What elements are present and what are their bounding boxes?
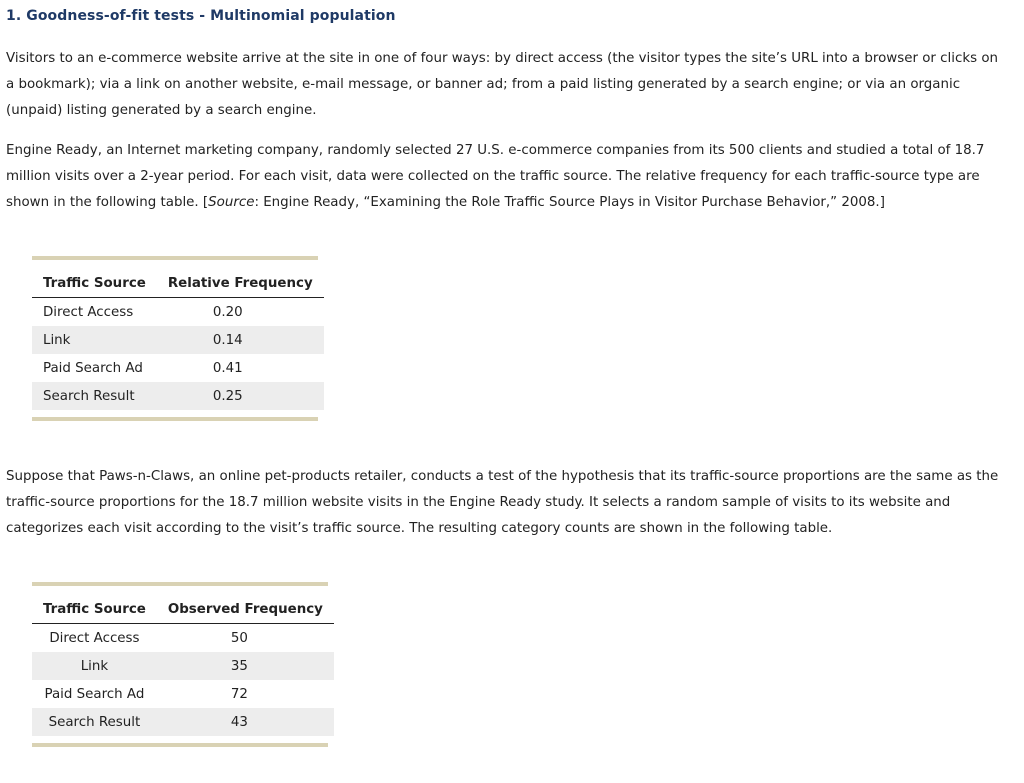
table-row: [32, 326, 324, 354]
observed-frequency-cell: 43: [157, 708, 334, 736]
question-title: 1. Goodness-of-fit tests - Multinomial population: [6, 8, 396, 24]
observed-frequency-cell: 50: [230, 630, 248, 646]
traffic-source-cell: Search Result: [32, 382, 157, 410]
traffic-source-cell: Direct Access: [49, 630, 140, 646]
source-citation: : Engine Ready, “Examining the Role Traffic Source Plays in Visitor Purchase Behavior,” 2008.]: [254, 195, 885, 210]
table-row: [32, 708, 334, 736]
traffic-source-cell: Paid Search Ad: [44, 686, 145, 702]
observed-frequency-cell: 35: [157, 652, 334, 680]
table-row: [32, 680, 334, 708]
traffic-source-cell: Link: [32, 652, 157, 680]
observed-frequency-table: [32, 582, 328, 747]
column-header: Relative Frequency: [157, 270, 324, 298]
relative-frequency-cell: 0.41: [212, 360, 243, 376]
study-paragraph: [6, 138, 1006, 216]
hypothesis-paragraph: Suppose that Paws-n-Claws, an online pet-products retailer, conducts a test of the hypothesis that its traffic-source proportions are the same as the traffic-source proportions for the 18.7 million website visits in the Engine Ready study. It selects a random sample of visits to its website and categorizes each visit according to the visit’s traffic source. The resulting category counts are shown in the following table.: [6, 469, 999, 536]
traffic-source-cell: Direct Access: [43, 304, 134, 320]
relative-frequency-cell: 0.25: [157, 382, 324, 410]
column-header: Traffic Source: [32, 270, 157, 298]
table-row: [32, 382, 324, 410]
table-row: [32, 652, 334, 680]
table-top-rule: [32, 582, 328, 586]
column-header: Traffic Source: [32, 596, 157, 624]
traffic-source-cell: Search Result: [32, 708, 157, 736]
table-row: [32, 624, 334, 653]
table-row: [32, 354, 324, 382]
relative-frequency-cell: 0.20: [212, 304, 243, 320]
table-bottom-rule: [32, 417, 318, 421]
intro-paragraph: Visitors to an e-commerce website arrive at the site in one of four ways: by direct access (the visitor types the site’s URL into a browser or clicks on a bookmark); via a link on another website, e-mail message, or banner ad; from a paid listing generated by a search engine; or via an organic (unpaid) listing generated by a search engine.: [6, 51, 999, 118]
table-header-row: [32, 270, 324, 298]
column-header: Observed Frequency: [157, 596, 334, 624]
relative-frequency-table: [32, 256, 318, 421]
study-text: Engine Ready, an Internet marketing company, randomly selected 27 U.S. e-commerce companies from its 500 clients and studied a total of 18.7 million visits over a 2-year period. For each visit, data were collected on the traffic source. The relative frequency for each traffic-source type are shown in the following table. [: [6, 143, 985, 210]
table-header-row: [32, 596, 334, 624]
source-label: Source: [208, 195, 255, 210]
relative-frequency-cell: 0.14: [157, 326, 324, 354]
table-bottom-rule: [32, 743, 328, 747]
table-row: [32, 298, 324, 327]
table-top-rule: [32, 256, 318, 260]
traffic-source-cell: Link: [32, 326, 157, 354]
observed-frequency-cell: 72: [230, 686, 248, 702]
traffic-source-cell: Paid Search Ad: [43, 360, 143, 376]
